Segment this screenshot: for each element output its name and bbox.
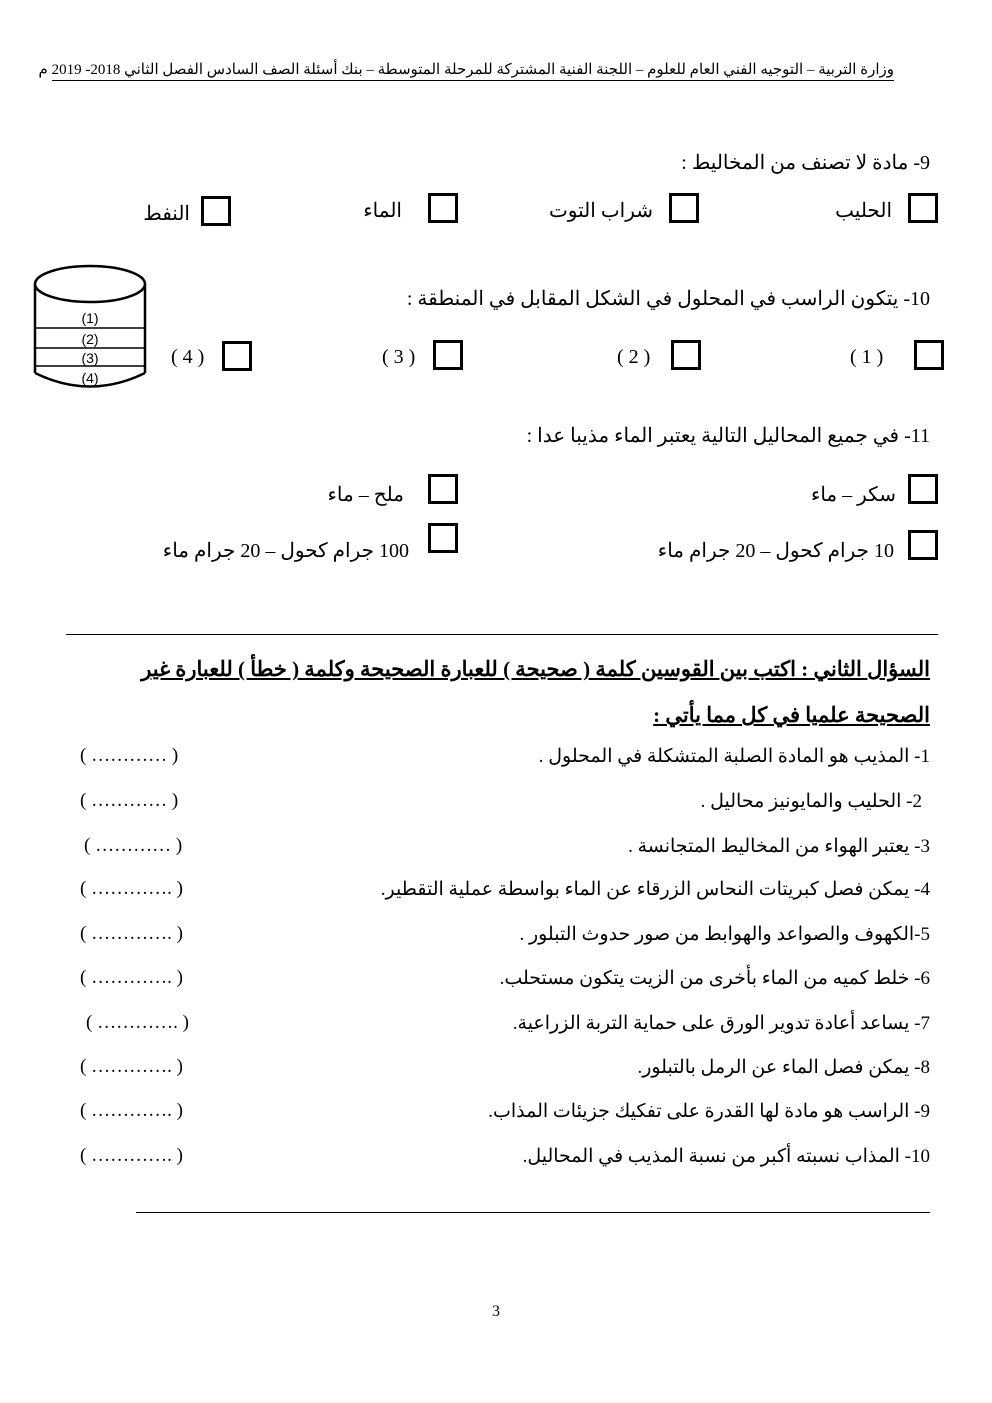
beaker-figure <box>33 262 147 392</box>
statement-7: 7- يساعد أعادة تدوير الورق على حماية التربة الزراعية. <box>512 1013 930 1034</box>
section-2-title-line-1: السؤال الثاني : اكتب بين القوسين كلمة ( صحيحة ) للعبارة الصحيحة وكلمة ( خطأ ) للعبارة غير <box>141 657 930 681</box>
bottom-divider <box>136 1212 930 1213</box>
checkbox-q11-option-3[interactable] <box>908 530 938 560</box>
q9-option-4: النفط <box>143 203 190 225</box>
q10-option-3: ( 3 ) <box>382 346 416 368</box>
q9-option-3: الماء <box>363 200 402 222</box>
answer-blank-10[interactable]: ( …………. ) <box>80 1145 183 1166</box>
checkbox-q10-option-1[interactable] <box>914 340 944 370</box>
checkbox-q9-option-1[interactable] <box>908 193 938 223</box>
statement-10: 10- المذاب نسبته أكبر من نسبة المذيب في المحاليل. <box>522 1146 930 1167</box>
page-header: وزارة التربية – التوجيه الفني العام للعلوم – اللجنة الفنية المشتركة للمرحلة المتوسطة – بنك أسئلة الصف السادس الفصل الثاني 2018- 2019 م <box>52 60 894 81</box>
statement-2: 2- الحليب والمايونيز محاليل . <box>700 791 922 812</box>
q10-option-4: ( 4 ) <box>171 346 205 368</box>
checkbox-q11-option-1[interactable] <box>908 474 938 504</box>
page-number: 3 <box>492 1303 500 1320</box>
figure-label-1: (1) <box>81 310 99 326</box>
section-2-title-line-2: الصحيحة علميا في كل مما يأتي : <box>653 703 930 727</box>
checkbox-q10-option-2[interactable] <box>671 340 701 370</box>
figure-label-4: (4) <box>81 370 99 386</box>
answer-blank-9[interactable]: ( …………. ) <box>80 1100 183 1121</box>
answer-blank-7[interactable]: ( …………. ) <box>86 1012 189 1033</box>
checkbox-q11-option-2[interactable] <box>428 474 458 504</box>
question-10: 10- يتكون الراسب في المحلول في الشكل المقابل في المنطقة : <box>406 288 930 310</box>
question-11: 11- في جميع المحاليل التالية يعتبر الماء مذيبا عدا : <box>526 425 930 447</box>
checkbox-q11-option-4[interactable] <box>428 523 458 553</box>
figure-label-2: (2) <box>81 331 99 347</box>
section-divider <box>66 634 938 635</box>
answer-blank-2[interactable]: ( ………… ) <box>80 790 179 811</box>
statement-6: 6- خلط كميه من الماء بأخرى من الزيت يتكون مستحلب. <box>499 968 930 989</box>
statement-1: 1- المذيب هو المادة الصلبة المتشكلة في المحلول . <box>538 746 930 767</box>
q10-option-1: ( 1 ) <box>850 346 884 368</box>
checkbox-q9-option-4[interactable] <box>201 196 231 226</box>
checkbox-q9-option-3[interactable] <box>428 193 458 223</box>
checkbox-q10-option-4[interactable] <box>222 341 252 371</box>
answer-blank-4[interactable]: ( …………. ) <box>80 878 183 899</box>
q11-option-4: 100 جرام كحول – 20 جرام ماء <box>162 540 409 562</box>
q9-option-2: شراب التوت <box>548 200 653 222</box>
q11-option-3: 10 جرام كحول – 20 جرام ماء <box>657 540 894 562</box>
answer-blank-1[interactable]: ( ………… ) <box>80 745 179 766</box>
answer-blank-3[interactable]: ( ………… ) <box>84 835 183 856</box>
q10-option-2: ( 2 ) <box>617 346 651 368</box>
answer-blank-5[interactable]: ( …………. ) <box>80 923 183 944</box>
answer-blank-6[interactable]: ( …………. ) <box>80 967 183 988</box>
statement-3: 3- يعتبر الهواء من المخاليط المتجانسة . <box>628 836 930 857</box>
statement-8: 8- يمكن فصل الماء عن الرمل بالتبلور. <box>637 1057 930 1078</box>
q11-option-2: ملح – ماء <box>327 484 404 506</box>
checkbox-q9-option-2[interactable] <box>669 193 699 223</box>
answer-blank-8[interactable]: ( …………. ) <box>80 1056 183 1077</box>
checkbox-q10-option-3[interactable] <box>433 340 463 370</box>
question-9: 9- مادة لا تصنف من المخاليط : <box>681 152 930 174</box>
statement-4: 4- يمكن فصل كبريتات النحاس الزرقاء عن الماء بواسطة عملية التقطير. <box>380 879 930 900</box>
statement-5: 5-الكهوف والصواعد والهوابط من صور حدوث التبلور . <box>519 924 930 945</box>
q11-option-1: سكر – ماء <box>810 484 896 506</box>
figure-label-3: (3) <box>81 350 99 366</box>
q9-option-1: الحليب <box>835 200 892 222</box>
statement-9: 9- الراسب هو مادة لها القدرة على تفكيك جزيئات المذاب. <box>488 1101 930 1122</box>
